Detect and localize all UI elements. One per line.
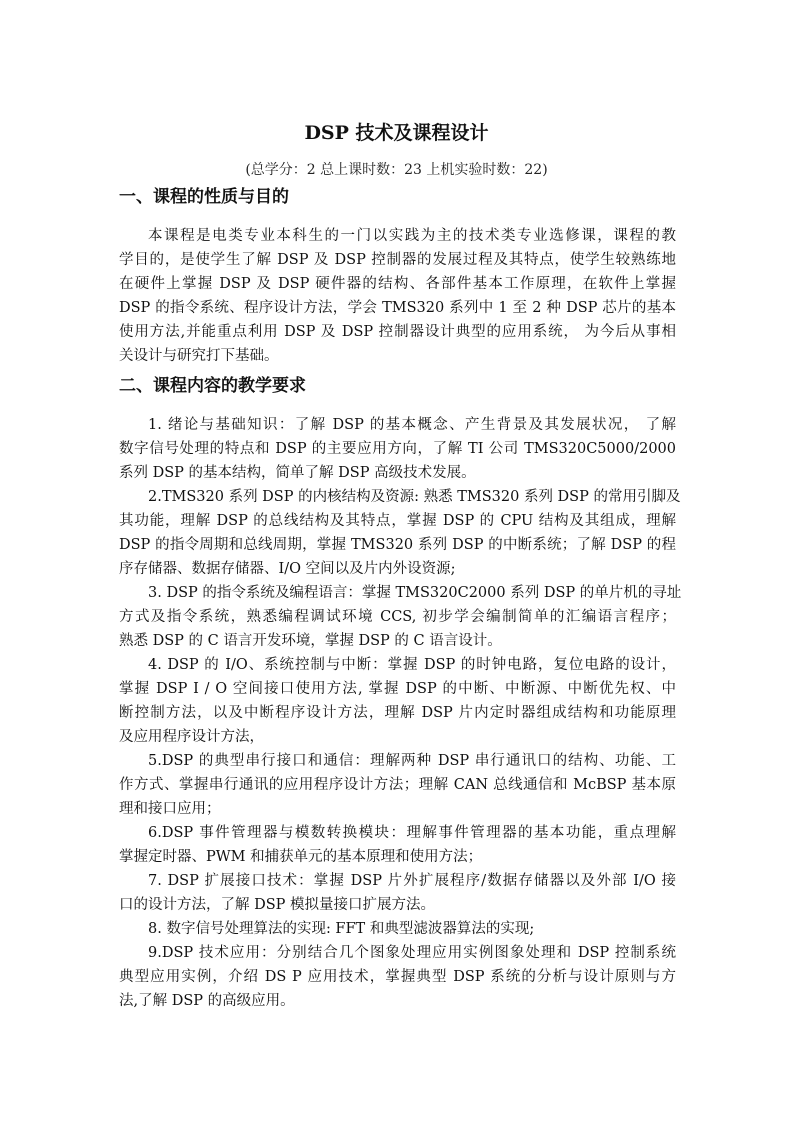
text-line: DSP 的指令周期和总线周期，掌握 TMS320 系列 DSP 的中断系统；了解 DSP 的程 [119, 537, 676, 553]
requirement-item [119, 749, 676, 821]
text-line: 使用方法,并能重点利用 DSP 及 DSP 控制器设计典型的应用系统， 为今后从事相 [119, 324, 676, 340]
text-line: 数字信号处理的特点和 DSP 的主要应用方向，了解 TI 公司 TMS320C5000/2000 [119, 441, 676, 457]
text-line: 4. DSP 的 I/O、系统控制与中断：掌握 DSP 的时钟电路，复位电路的设计， [148, 657, 676, 673]
document-body [119, 185, 682, 1013]
requirement-item [119, 581, 682, 653]
text-line: 序存储器、数据存储器、I/O 空间以及片内外设资源; [119, 561, 456, 577]
text-line: 在硬件上掌握 DSP 及 DSP 硬件器的结构、各部件基本工作原理，在软件上掌握 [119, 276, 676, 292]
requirement-item [119, 917, 676, 941]
section-heading: 一、课程的性质与目的 [119, 187, 289, 207]
course-hours-subtitle: (总学分：2 总上课时数：23 上机实验时数：22) [245, 162, 548, 178]
text-line: 方式及指令系统，熟悉编程调试环境 CCS, 初步学会编制简单的汇编语言程序； [119, 609, 676, 625]
text-line: 断控制方法，以及中断程序设计方法，理解 DSP 片内定时器组成结构和功能原理 [119, 705, 676, 721]
text-line: 8. 数字信号处理算法的实现: FFT 和典型滤波器算法的实现; [148, 921, 535, 937]
requirement-item [119, 485, 681, 581]
text-line: 典型应用实例，介绍 DS P 应用技术，掌握典型 DSP 系统的分析与设计原则与方 [119, 969, 676, 985]
text-line: 理和接口应用； [119, 801, 221, 817]
text-line: 3. DSP 的指令系统及编程语言：掌握 TMS320C2000 系列 DSP 的单片机的寻址 [148, 585, 682, 601]
text-line: 9.DSP 技术应用：分别结合几个图象处理应用实例图象处理和 DSP 控制系统 [148, 945, 676, 961]
text-line: 掌握 DSP I / O 空间接口使用方法, 掌握 DSP 的中断、中断源、中断优先权、中 [119, 681, 676, 697]
text-line: 5.DSP 的典型串行接口和通信：理解两种 DSP 串行通讯口的结构、功能、工 [148, 753, 676, 769]
document-title: DSP 技术及课程设计 [304, 122, 489, 144]
requirement-item [119, 869, 676, 917]
text-line: 6.DSP 事件管理器与模数转换模块：理解事件管理器的基本功能，重点理解 [148, 825, 676, 841]
section-heading: 二、课程内容的教学要求 [119, 376, 306, 396]
text-line: 本课程是电类专业本科生的一门以实践为主的技术类专业选修课，课程的教 [148, 228, 676, 244]
text-line: 1. 绪论与基础知识：了解 DSP 的基本概念、产生背景及其发展状况， 了解 [148, 417, 676, 433]
requirement-item [119, 653, 676, 749]
requirement-item [119, 413, 676, 485]
text-line: 系列 DSP 的基本结构，简单了解 DSP 高级技术发展。 [119, 465, 476, 481]
text-line: 作方式、掌握串行通讯的应用程序设计方法；理解 CAN 总线通信和 McBSP 基本原 [119, 777, 676, 793]
text-line: 熟悉 DSP 的 C 语言开发环境，掌握 DSP 的 C 语言设计。 [119, 633, 502, 649]
text-line: 关设计与研究打下基础。 [119, 348, 279, 364]
paragraph [119, 224, 676, 368]
section-body [119, 413, 682, 1013]
text-line: 学目的，是使学生了解 DSP 及 DSP 控制器的发展过程及其特点，使学生较熟练地 [119, 252, 676, 268]
text-line: 及应用程序设计方法， [119, 729, 264, 745]
section-body [119, 224, 676, 368]
text-line: 2.TMS320 系列 DSP 的内核结构及资源: 熟悉 TMS320 系列 DSP 的常用引脚及 [148, 489, 681, 505]
requirement-item [119, 941, 676, 1013]
text-line: 7. DSP 扩展接口技术：掌握 DSP 片外扩展程序/数据存储器以及外部 I/O 接 [148, 873, 676, 889]
text-line: DSP 的指令系统、程序设计方法，学会 TMS320 系列中 1 至 2 种 DSP 芯片的基本 [119, 300, 676, 316]
text-line: 掌握定时器、PWM 和捕获单元的基本原理和使用方法； [119, 849, 483, 865]
text-line: 法,了解 DSP 的高级应用。 [119, 993, 295, 1009]
text-line: 其功能，理解 DSP 的总线结构及其特点，掌握 DSP 的 CPU 结构及其组成，理解 [119, 513, 676, 529]
text-line: 口的设计方法，了解 DSP 模拟量接口扩展方法。 [119, 897, 436, 913]
requirement-item [119, 821, 676, 869]
